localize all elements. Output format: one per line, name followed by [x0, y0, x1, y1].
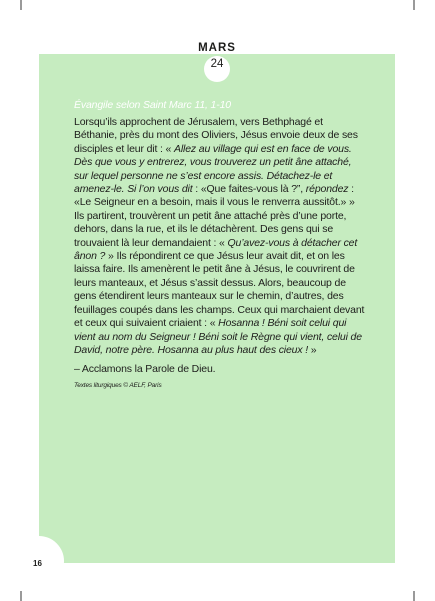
day-number: 24 — [210, 58, 224, 70]
gospel-quote-segment: répondez — [305, 183, 349, 196]
crop-mark-top-left — [20, 0, 22, 10]
crop-mark-bottom-left — [20, 591, 22, 601]
gospel-quote-segment: Qu’avez-vous à détacher cet ânon ? — [74, 236, 358, 263]
page-number: 16 — [33, 559, 42, 568]
reading-content — [74, 99, 366, 390]
day-badge — [204, 56, 230, 82]
gospel-text-segment: : «Le Seigneur en a besoin, mais il vous le renverra aussitôt.» » Ils partirent, trouvèrent un petit âne attaché près d’une porte, dehors, dans la rue, et ils le détachèrent. Des gens qui se trouvaient là leur demandaient : « — [74, 183, 355, 249]
gospel-quote-segment: Hosanna ! Béni soit celui qui vient au nom du Seigneur ! Béni soit le Règne qui vient, celui de David, notre père. Hosanna au plus haut des cieux ! — [74, 317, 362, 356]
crop-mark-top-right — [413, 0, 415, 10]
acclamation: – Acclamons la Parole de Dieu. — [74, 363, 216, 376]
gospel-text-segment: : «Que faites-vous là ?”, — [192, 183, 306, 196]
gospel-text-segment: Lorsqu’ils approchent de Jérusalem, vers Bethphagé et Béthanie, près du mont des Oliviers, Jésus envoie deux de ses disciples et leur dit : « — [74, 116, 358, 155]
gospel-text-segment: » — [308, 343, 317, 356]
copyright-credit: Textes liturgiques © AELF, Paris — [74, 381, 162, 389]
crop-mark-bottom-right — [413, 591, 415, 601]
gospel-text-segment: » Ils répondirent ce que Jésus leur avait dit, et on les laissa faire. Ils amenèrent le petit âne à Jésus, le couvrirent de leurs manteaux, et Jésus s’assit dessus. Alors, beaucoup de gens étendirent leurs manteaux sur le chemin, d’autres, des feuillages coupés dans les champs. Ceux qui marchaient devant et ceux qui suivaient criaient : « — [74, 250, 365, 330]
gospel-quote-segment: Allez au village qui est en face de vous. Dès que vous y entrerez, vous trouverez un petit âne attaché, sur lequel personne ne s’est encore assis. Détachez-le et amenez-le. Si l’on vous dit — [74, 142, 352, 196]
gospel-reference: Évangile selon Saint Marc 11, 1-10 — [74, 99, 231, 111]
gospel-text — [74, 116, 366, 357]
date-header — [187, 41, 247, 82]
month-label: MARS — [198, 42, 236, 54]
